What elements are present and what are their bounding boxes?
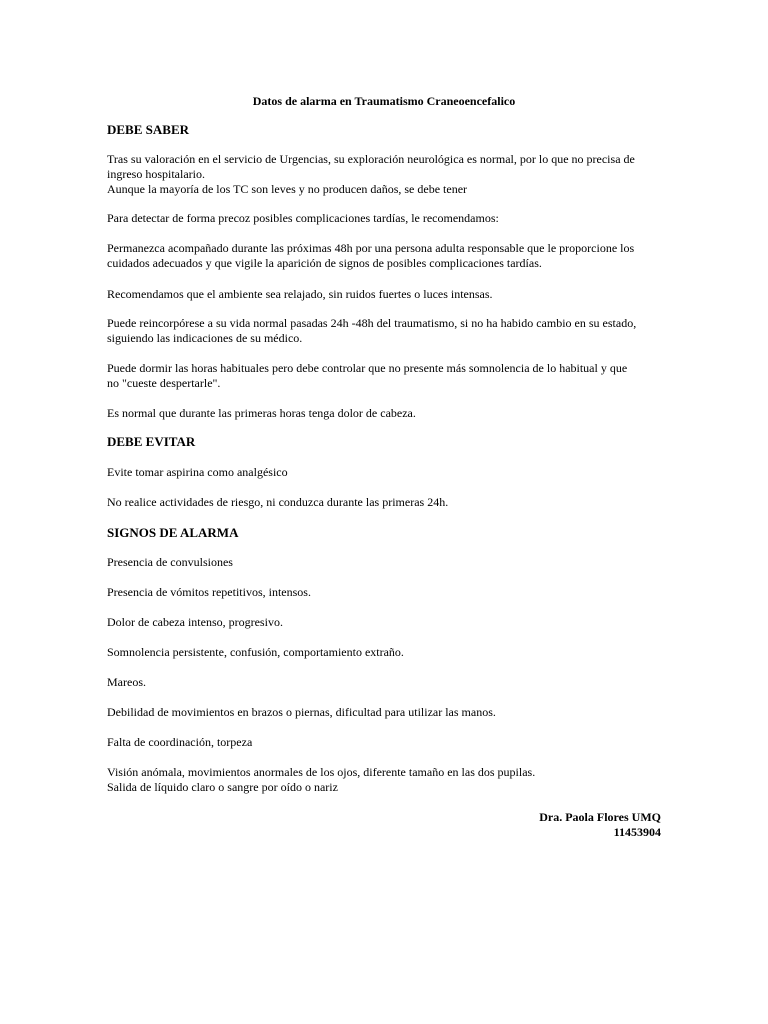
paragraph-line: no "cueste despertarle". (107, 376, 221, 390)
paragraph-riesgo (107, 495, 665, 510)
alarm-item-text: Presencia de convulsiones (107, 555, 233, 569)
paragraph-permanezca (107, 241, 665, 271)
alarm-item-text: Mareos. (107, 675, 146, 689)
paragraph-dormir (107, 361, 665, 391)
paragraph-line: Evite tomar aspirina como analgésico (107, 465, 288, 479)
alarm-item-text: Somnolencia persistente, confusión, comportamiento extraño. (107, 645, 404, 659)
paragraph-line: Aunque la mayoría de los TC son leves y no producen daños, se debe tener (107, 182, 468, 196)
paragraph-aspirina (107, 465, 665, 480)
alarm-item (107, 735, 665, 750)
paragraph-line: siguiendo las indicaciones de su médico. (107, 331, 303, 345)
signature-name: Dra. Paola Flores UMQ (539, 810, 661, 824)
paragraph-reincorporese (107, 316, 665, 346)
alarm-item (107, 585, 665, 600)
paragraph-line: Para detectar de forma precoz posibles complicaciones tardías, le recomendamos: (107, 211, 499, 225)
alarm-item (107, 675, 665, 690)
paragraph-ambiente (107, 287, 665, 302)
alarm-item (107, 765, 665, 795)
paragraph-line: Permanezca acompañado durante las próximas 48h por una persona adulta responsable que le proporcione los (107, 241, 635, 255)
signature-block (539, 810, 661, 840)
signature-number: 11453904 (613, 825, 661, 839)
alarm-item-text: Presencia de vómitos repetitivos, intensos. (107, 585, 311, 599)
paragraph-line: Recomendamos que el ambiente sea relajado, sin ruidos fuertes o luces intensas. (107, 287, 493, 301)
section-heading-debe-saber: DEBE SABER (107, 122, 189, 137)
alarm-item (107, 645, 665, 660)
alarm-item-text: Falta de coordinación, torpeza (107, 735, 253, 749)
paragraph-line: No realice actividades de riesgo, ni conduzca durante las primeras 24h. (107, 495, 449, 509)
paragraph-detectar (107, 211, 665, 226)
section-heading-debe-evitar: DEBE EVITAR (107, 434, 196, 449)
section-heading-signos-de-alarma: SIGNOS DE ALARMA (107, 525, 239, 540)
paragraph-dolor-cabeza (107, 406, 665, 421)
paragraph-line: cuidados adecuados y que vigile la aparición de signos de posibles complicaciones tardías. (107, 256, 542, 270)
alarm-item-text: Debilidad de movimientos en brazos o piernas, dificultad para utilizar las manos. (107, 705, 496, 719)
alarm-item-text: Visión anómala, movimientos anormales de los ojos, diferente tamaño en las dos pupilas. (107, 765, 536, 779)
paragraph-line: Es normal que durante las primeras horas tenga dolor de cabeza. (107, 406, 416, 420)
alarm-item (107, 615, 665, 630)
document-title: Datos de alarma en Traumatismo Craneoencefalico (252, 94, 516, 108)
paragraph-line: Puede reincorpórese a su vida normal pasadas 24h -48h del traumatismo, si no ha habido cambio en su estado, (107, 316, 637, 330)
alarm-item (107, 705, 665, 720)
paragraph-line: ingreso hospitalario. (107, 167, 205, 181)
paragraph-line: Puede dormir las horas habituales pero debe controlar que no presente más somnolencia de lo habitual y que (107, 361, 628, 375)
alarm-item (107, 555, 665, 570)
alarm-item-text: Salida de líquido claro o sangre por oído o nariz (107, 780, 338, 794)
alarm-item-text: Dolor de cabeza intenso, progresivo. (107, 615, 283, 629)
paragraph-valoracion (107, 152, 665, 197)
paragraph-line: Tras su valoración en el servicio de Urgencias, su exploración neurológica es normal, por lo que no precisa de (107, 152, 635, 166)
